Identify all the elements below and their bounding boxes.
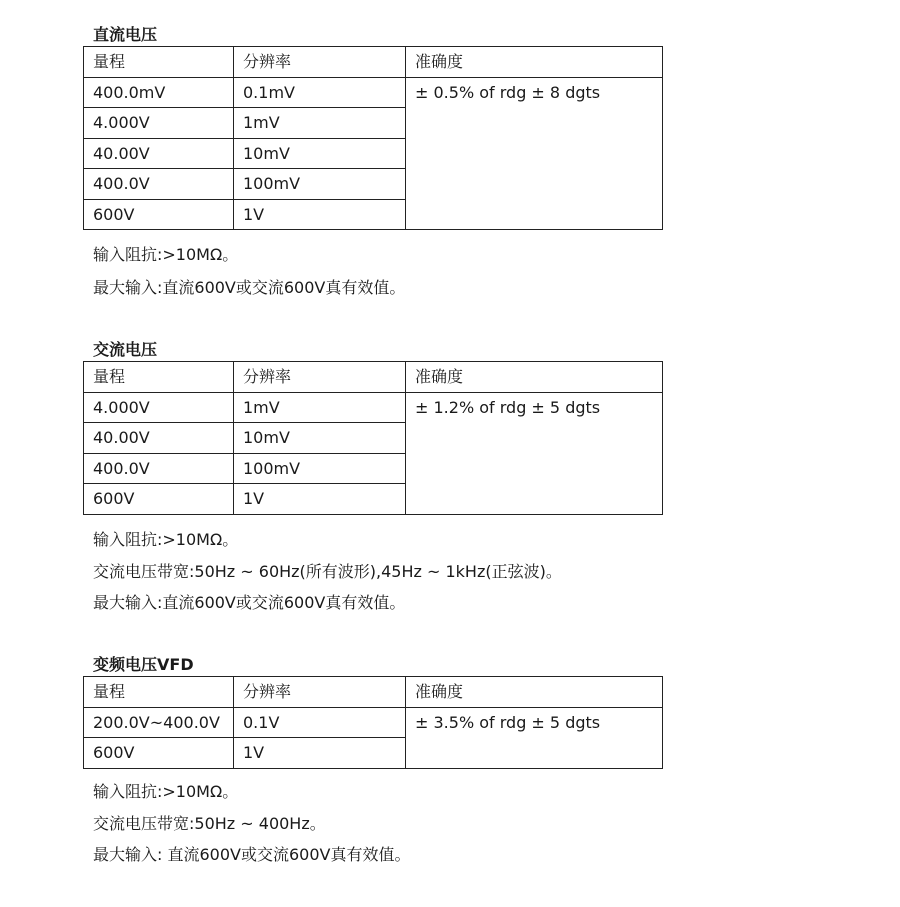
resolution-cell: 10mV	[234, 138, 406, 169]
resolution-cell: 1mV	[234, 392, 406, 423]
table-header-row	[84, 47, 663, 78]
table-header-row	[84, 677, 663, 708]
max-input-note: 最大输入: 直流600V或交流600V真有效值。	[93, 845, 411, 864]
range-cell: 400.0V	[84, 453, 234, 484]
header-range: 量程	[84, 677, 234, 708]
dc-voltage-table	[83, 46, 663, 230]
impedance-note: 输入阻抗:>10MΩ。	[93, 530, 239, 549]
bandwidth-note: 交流电压带宽:50Hz ~ 400Hz。	[93, 814, 326, 833]
header-accuracy: 准确度	[406, 362, 663, 393]
section-title: 交流电压	[93, 340, 158, 359]
range-cell: 200.0V~400.0V	[84, 707, 234, 738]
header-resolution: 分辨率	[234, 47, 406, 78]
section-title: 变频电压VFD	[93, 655, 194, 674]
bandwidth-note: 交流电压带宽:50Hz ~ 60Hz(所有波形),45Hz ~ 1kHz(正弦波)。	[93, 562, 562, 581]
table-row	[84, 77, 663, 108]
impedance-note: 输入阻抗:>10MΩ。	[93, 782, 239, 801]
range-cell: 4.000V	[84, 392, 234, 423]
resolution-cell: 1V	[234, 484, 406, 515]
range-cell: 40.00V	[84, 138, 234, 169]
vfd-voltage-table	[83, 676, 663, 769]
resolution-cell: 1V	[234, 199, 406, 230]
header-resolution: 分辨率	[234, 677, 406, 708]
accuracy-cell: ± 3.5% of rdg ± 5 dgts	[406, 707, 663, 768]
resolution-cell: 10mV	[234, 423, 406, 454]
accuracy-cell: ± 1.2% of rdg ± 5 dgts	[406, 392, 663, 514]
accuracy-cell: ± 0.5% of rdg ± 8 dgts	[406, 77, 663, 230]
resolution-cell: 1mV	[234, 108, 406, 139]
ac-voltage-table	[83, 361, 663, 515]
resolution-cell: 0.1mV	[234, 77, 406, 108]
header-accuracy: 准确度	[406, 677, 663, 708]
range-cell: 4.000V	[84, 108, 234, 139]
range-cell: 600V	[84, 199, 234, 230]
range-cell: 40.00V	[84, 423, 234, 454]
range-cell: 600V	[84, 738, 234, 769]
header-resolution: 分辨率	[234, 362, 406, 393]
header-accuracy: 准确度	[406, 47, 663, 78]
header-range: 量程	[84, 362, 234, 393]
range-cell: 400.0mV	[84, 77, 234, 108]
range-cell: 600V	[84, 484, 234, 515]
table-header-row	[84, 362, 663, 393]
impedance-note: 输入阻抗:>10MΩ。	[93, 245, 239, 264]
table-row	[84, 707, 663, 738]
resolution-cell: 1V	[234, 738, 406, 769]
resolution-cell: 0.1V	[234, 707, 406, 738]
max-input-note: 最大输入:直流600V或交流600V真有效值。	[93, 593, 406, 612]
resolution-cell: 100mV	[234, 169, 406, 200]
header-range: 量程	[84, 47, 234, 78]
table-row	[84, 392, 663, 423]
section-title: 直流电压	[93, 25, 158, 44]
resolution-cell: 100mV	[234, 453, 406, 484]
max-input-note: 最大输入:直流600V或交流600V真有效值。	[93, 278, 406, 297]
range-cell: 400.0V	[84, 169, 234, 200]
